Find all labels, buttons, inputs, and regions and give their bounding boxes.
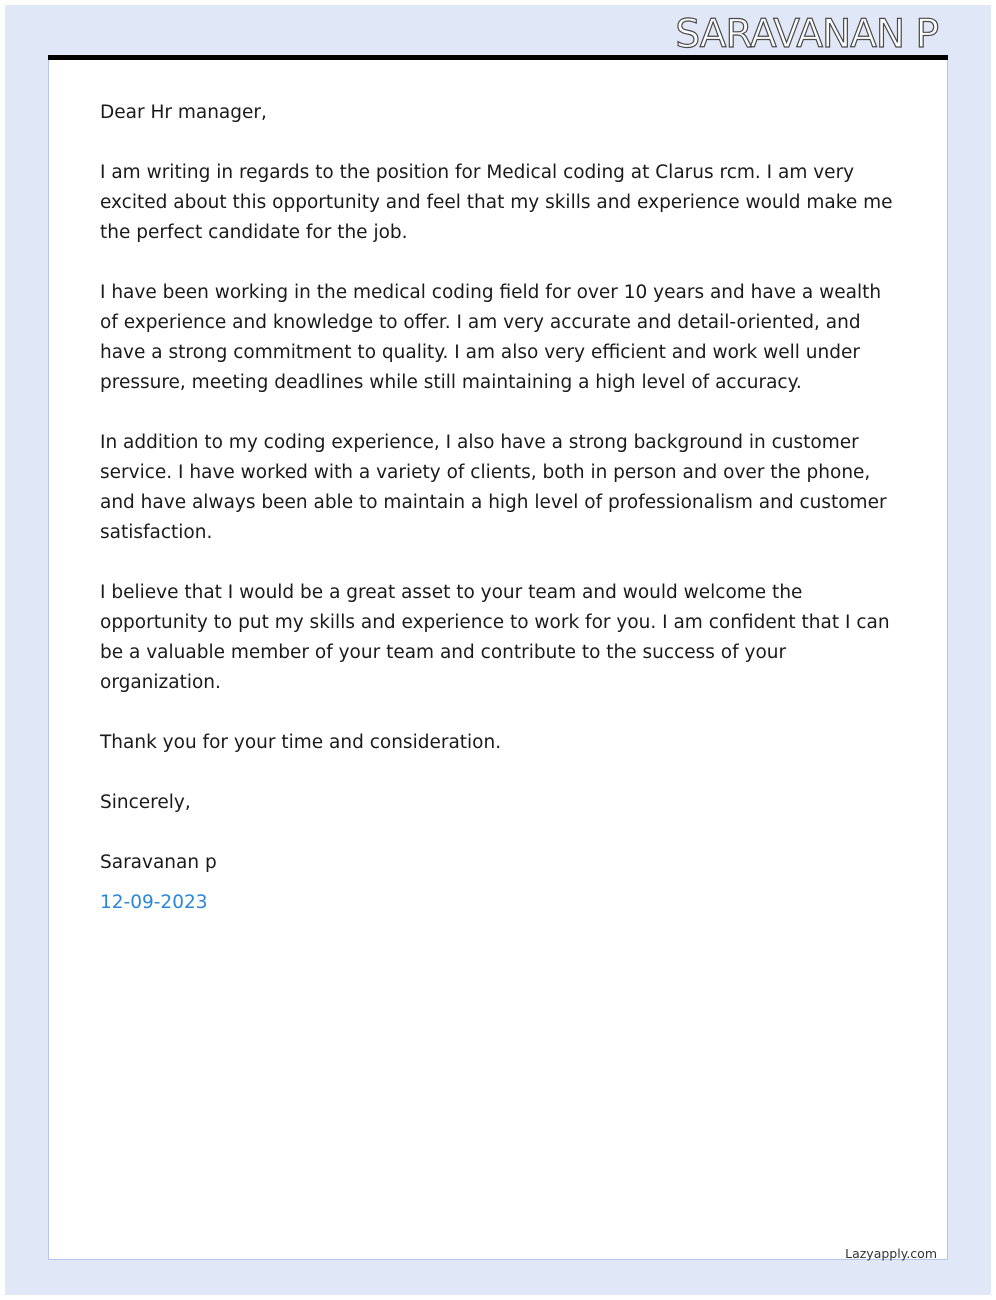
signature-name: Saravanan p <box>100 852 217 873</box>
thanks-line: Thank you for your time and consideration. <box>100 732 502 753</box>
letter-paragraph: I am writing in regards to the position for Medical coding at Clarus rcm. I am very excited about this opportunity and feel that my skills and experience would make me the perfect candidate for the job. <box>100 162 893 243</box>
salutation: Dear Hr manager, <box>100 102 267 123</box>
letter-date: 12-09-2023 <box>100 892 208 913</box>
letter-paragraph: I believe that I would be a great asset to your team and would welcome the opportunity to put my skills and experience to work for you. I am confident that I can be a valuable member of your team and contribute to the success of your organization. <box>100 582 890 693</box>
letter-paragraph: In addition to my coding experience, I also have a strong background in customer service. I have worked with a variety of clients, both in person and over the phone, and have always been able to maintain a high level of professionalism and customer satisfaction. <box>100 432 887 543</box>
footer-brand: Lazyapply.com <box>845 1246 937 1261</box>
letter-body <box>100 98 900 948</box>
letter-paragraph: I have been working in the medical coding field for over 10 years and have a wealth of experience and knowledge to offer. I am very accurate and detail-oriented, and have a strong commitment to quality. I am also very efficient and work well under pressure, meeting deadlines while still maintaining a high level of accuracy. <box>100 282 882 393</box>
closing: Sincerely, <box>100 792 191 813</box>
applicant-name-heading: SARAVANAN P <box>675 12 938 57</box>
